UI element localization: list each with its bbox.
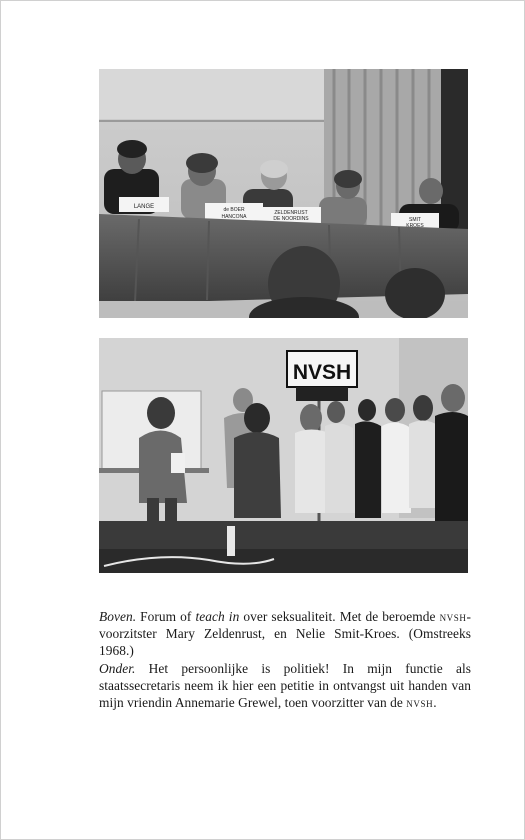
caption-boven xyxy=(99,608,471,660)
nameplate-3-line2: DE NOORDINS xyxy=(273,216,309,222)
caption-boven-text-1: Forum of xyxy=(136,609,196,624)
nameplate-2-line1: de BOER xyxy=(223,207,245,213)
caption-onder-text-1: Het persoonlijke is politiek! In mijn functie als staatssecretaris neem ik hier een petitie in ontvangst uit handen van mijn vriendin Annemarie Grewel, toen voorzitter van de xyxy=(99,660,471,711)
caption-onder-label: Onder. xyxy=(99,660,136,676)
nameplate-1: LANGE xyxy=(133,204,155,210)
nameplate-4-line2: KROES xyxy=(406,223,424,229)
caption-onder-nvsh: nvsh xyxy=(406,695,434,711)
forum-panel-photo xyxy=(99,69,468,318)
sign-text: NVSH xyxy=(292,361,352,384)
caption-onder xyxy=(99,660,471,712)
petition-photo xyxy=(99,338,468,573)
caption-boven-emphasis: teach in xyxy=(195,609,240,624)
caption-boven-text-2: over seksualiteit. Met de beroemde xyxy=(239,609,440,624)
desk-row xyxy=(99,521,468,549)
caption-boven-label: Boven. xyxy=(99,609,137,624)
photo-petition xyxy=(99,338,468,573)
caption-boven-text-3: -voorzitster Mary Zeldenrust, en Nelie Smit-Kroes. (Omstreeks 1968.) xyxy=(99,609,471,659)
nameplate-2-line2: HANCONA xyxy=(221,214,247,220)
photo-forum-panel xyxy=(99,69,468,318)
nameplate-4-line1: SMIT xyxy=(409,217,421,223)
caption-onder-text-2: . xyxy=(433,695,437,711)
nameplate-3-line1: ZELDENRUST xyxy=(274,210,308,216)
photo-caption xyxy=(99,608,471,711)
caption-boven-nvsh: nvsh xyxy=(439,609,467,624)
